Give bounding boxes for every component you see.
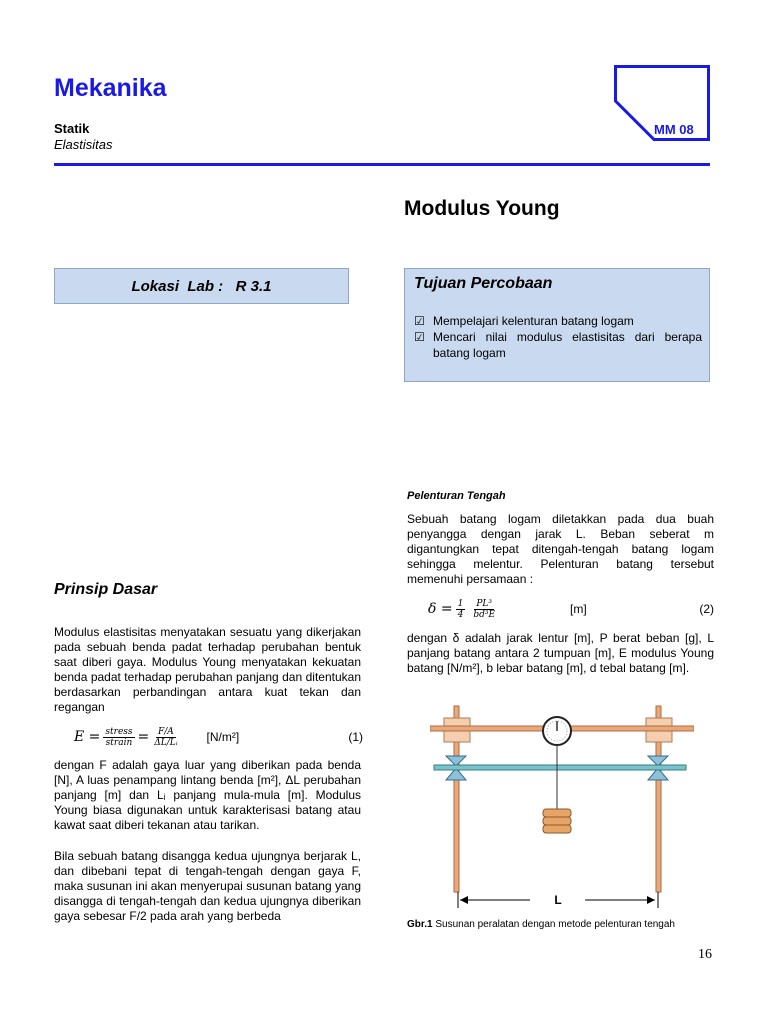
test-rod [434,765,686,770]
dimension-arrow-right [647,896,655,904]
bending-paragraph-1: Sebuah batang logam diletakkan pada dua buah penyangga dengan jarak L. Beban seberat m digantungkan tepat ditengah-tengah batang logam sehingga melentur. Pelenturan batang tersebut memenuhi persamaan : [407,512,714,586]
eq2-num1: 1 [457,598,464,609]
eq2-num2: PL³ [476,598,493,609]
eq2-number: (2) [699,602,714,616]
caption-figure-number: Gbr.1 [407,919,433,930]
apparatus-figure [430,704,694,914]
eq1-fraction-2 [152,727,179,748]
lab-location-box [54,268,349,304]
course-title: Mekanika [54,74,167,102]
objective-text: Mencari nilai modulus elastisitas dari berapa batang logam [433,330,702,360]
dimension-arrow-left [460,896,468,904]
bending-paragraph-2: dengan δ adalah jarak lentur [m], P berat beban [g], L panjang batang antara 2 tumpuan [m], E modulus Young batang [N/m²], b lebar batang [m], d tebal batang [m]. [407,631,714,675]
subject-label: Statik [54,121,90,136]
objective-item [414,313,702,329]
principle-paragraph-1: Modulus elastisitas menyatakan sesuatu yang dikerjakan pada sebuah benda padat terhadap perubahan bentuk saat diberi gaya. Modulus Young menyatakan kekuatan benda padat terhadap perubahan panjang dan ditentukan berdasarkan perbandingan antara kuat tekan dan regangan [54,625,361,714]
eq2-lhs: δ = [428,601,453,617]
objective-list [414,313,702,361]
equation-1 [74,722,363,752]
eq1-unit: [N/m²] [206,730,240,744]
eq1-num1: stress [105,726,133,737]
bending-heading: Pelenturan Tengah [407,490,506,502]
eq1-equals: = [137,729,150,745]
eq1-num2: F/A [158,726,174,737]
objective-box [404,268,710,382]
objective-text: Mempelajari kelenturan batang logam [433,314,634,328]
weight-stack [543,809,571,817]
topic-label: Elastisitas [54,137,113,152]
eq2-den2: bd³E [473,609,496,620]
checkbox-icon: ☑ [414,330,425,344]
principle-paragraph-2: dengan F adalah gaya luar yang diberikan pada benda [N], A luas penampang lintang benda [m²], ΔL perubahan panjang [m] dan Lᵢ panjang mula-mula [m]. Modulus Young biasa digunakan untuk karakterisasi batang atau kawat saat diberi tekanan atau tarikan. [54,758,361,832]
header-divider [54,163,710,166]
eq1-fraction-1 [103,727,134,748]
objective-heading: Tujuan Percobaan [414,275,553,292]
checkbox-icon: ☑ [414,314,425,328]
eq2-fraction-1 [456,599,466,620]
dimension-label: L [554,893,562,907]
eq1-den2: ΔL/Lᵢ [154,737,178,748]
eq2-den1: 4 [457,609,464,620]
figure-caption [407,919,675,930]
eq2-unit: [m] [570,602,587,616]
document-title: Modulus Young [404,197,560,220]
equation-2 [428,594,714,624]
eq2-fraction-2 [471,599,497,620]
eq1-number: (1) [348,730,363,744]
lab-location-label: Lokasi Lab : R 3.1 [131,277,272,295]
eq1-lhs: E = [74,729,101,745]
objective-item [414,329,702,361]
page-number: 16 [698,947,712,962]
module-code: MM 08 [654,122,694,137]
principle-paragraph-3: Bila sebuah batang disangga kedua ujungnya berjarak L, dan dibebani tepat di tengah-tengah dengan gaya F, maka susunan ini akan menyerupai susunan batang yang disangga di tengah-tengah dan kedua ujungnya diberikan gaya sebesar F/2 pada arah yang berbeda [54,849,361,923]
eq1-den1: strain [105,737,133,748]
principle-heading: Prinsip Dasar [54,581,158,598]
caption-text: Susunan peralatan dengan metode pelenturan tengah [432,919,675,930]
